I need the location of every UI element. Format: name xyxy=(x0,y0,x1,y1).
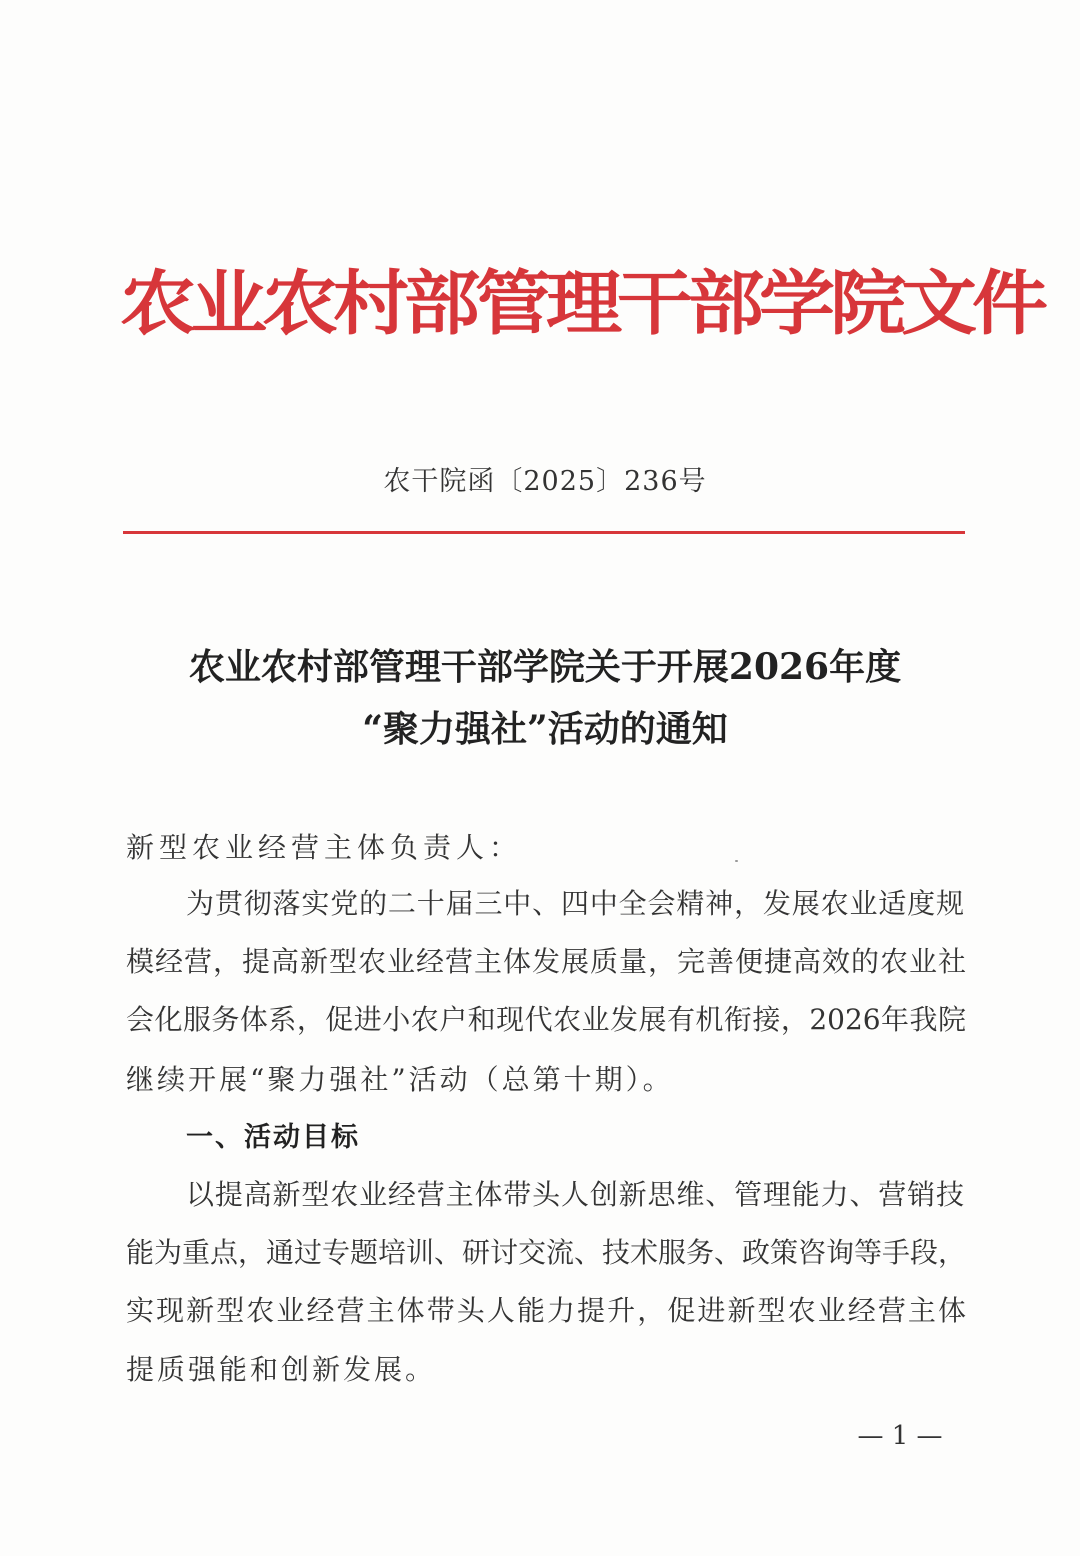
salutation: 新型农业经营主体负责人： xyxy=(126,831,523,864)
notice-title-line-2: “聚力强社”活动的通知 xyxy=(362,708,728,750)
section-1-line-3: 实现新型农业经营主体带头人能力提升，促进新型农业经营主体 xyxy=(126,1294,966,1327)
section-1-heading: 一、活动目标 xyxy=(186,1122,360,1153)
masthead-title: 农业农村部管理干部学院文件 xyxy=(120,262,1043,344)
document-number: 农干院函〔2025〕236号 xyxy=(383,466,707,497)
section-1-line-4: 提质强能和创新发展。 xyxy=(126,1353,437,1386)
paragraph-1-line-4: 继续开展“聚力强社”活动（总第十期）。 xyxy=(126,1063,674,1096)
section-1-line-1: 以提高新型农业经营主体带头人创新思维、管理能力、营销技 xyxy=(186,1178,964,1211)
paragraph-1-line-1: 为贯彻落实党的二十届三中、四中全会精神，发展农业适度规 xyxy=(186,887,964,920)
red-divider-line xyxy=(123,531,965,534)
paragraph-1-line-2: 模经营，提高新型农业经营主体发展质量，完善便捷高效的农业社 xyxy=(126,945,966,978)
section-1-line-2: 能为重点，通过专题培训、研讨交流、技术服务、政策咨询等手段， xyxy=(126,1236,967,1269)
paragraph-1-line-3: 会化服务体系，促进小农户和现代农业发展有机衔接，2026年我院 xyxy=(126,1003,966,1036)
page-number: — 1 — xyxy=(857,1421,943,1451)
scan-speck xyxy=(735,860,738,862)
notice-title-line-1: 农业农村部管理干部学院关于开展2026年度 xyxy=(188,646,902,688)
